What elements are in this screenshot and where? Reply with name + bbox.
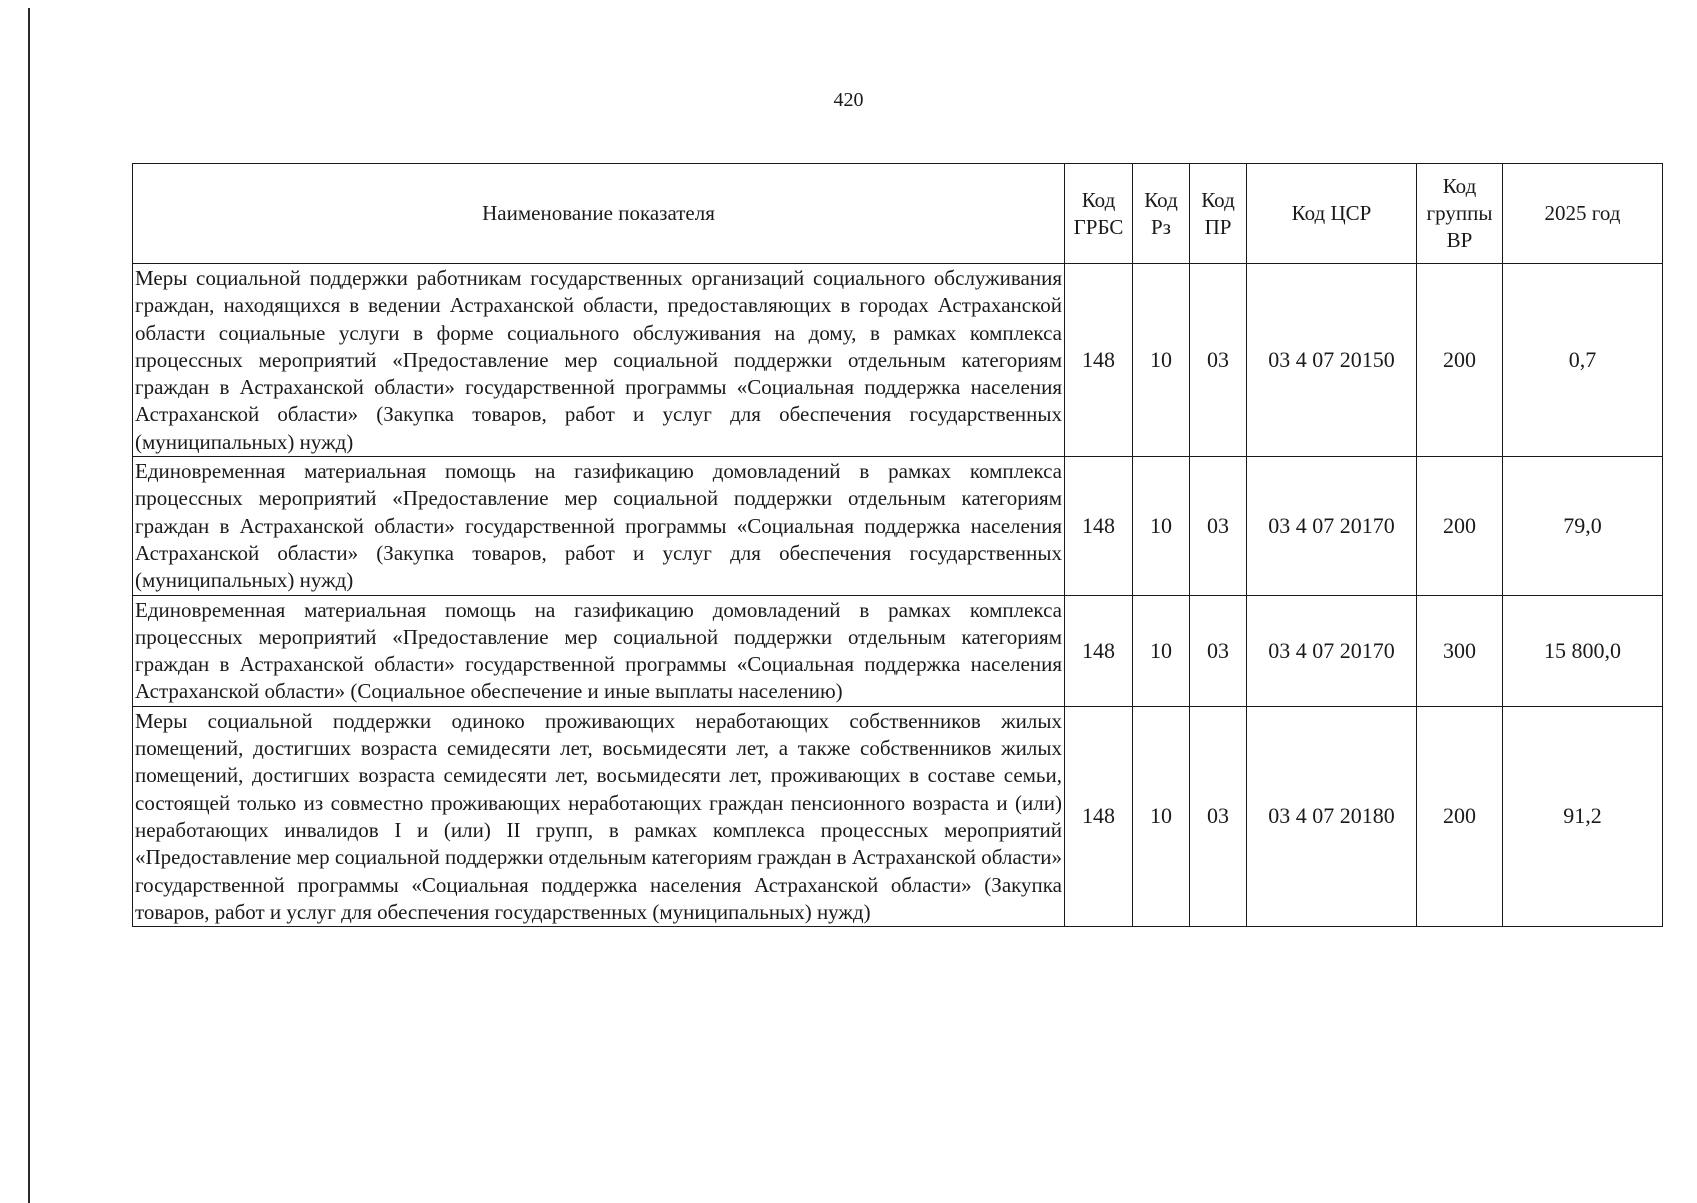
header-pr: Код ПР: [1190, 164, 1247, 264]
page-number: 420: [833, 89, 864, 111]
row-name: Единовременная материальная помощь на газификацию домовладений в рамках комплекса процессных мероприятий «Предоставление мер социальной поддержки отдельным категориям граждан в Астраханской области» государственной программы «Социальная поддержка населения Астраханской области» (Социальное обеспечение и иные выплаты населению): [133, 595, 1065, 706]
row-csr: 03 4 07 20150: [1247, 264, 1417, 457]
row-grbs: 148: [1065, 706, 1133, 926]
header-grbs: Код ГРБС: [1065, 164, 1133, 264]
row-amount: 15 800,0: [1503, 595, 1663, 706]
row-csr: 03 4 07 20170: [1247, 457, 1417, 595]
row-amount: 0,7: [1503, 264, 1663, 457]
row-name: Меры социальной поддержки одиноко проживающих неработающих собственников жилых помещений, достигших возраста семидесяти лет, восьмидесяти лет, а также собственников жилых помещений, достигших возраста семидесяти лет, восьмидесяти лет, проживающих в составе семьи, состоящей только из совместно проживающих неработающих граждан пенсионного возраста и (или) неработающих инвалидов I и (или) II групп, в рамках комплекса процессных мероприятий «Предоставление мер социальной поддержки отдельным категориям граждан в Астраханской области» государственной программы «Социальная поддержка населения Астраханской области» (Закупка товаров, работ и услуг для обеспечения государственных (муниципальных) нужд): [133, 706, 1065, 926]
row-name: Единовременная материальная помощь на газификацию домовладений в рамках комплекса процессных мероприятий «Предоставление мер социальной поддержки отдельным категориям граждан в Астраханской области» государственной программы «Социальная поддержка населения Астраханской области» (Закупка товаров, работ и услуг для обеспечения государственных (муниципальных) нужд): [133, 457, 1065, 595]
table-row: [133, 457, 1663, 595]
table-row: [133, 595, 1663, 706]
header-csr: Код ЦСР: [1247, 164, 1417, 264]
header-rz: Код Рз: [1133, 164, 1190, 264]
row-amount: 79,0: [1503, 457, 1663, 595]
table-header-row: [133, 164, 1663, 264]
binding-margin-line: [28, 8, 30, 1203]
row-name: Меры социальной поддержки работникам государственных организаций социального обслуживания граждан, находящихся в ведении Астраханской области, предоставляющих в городах Астраханской области социальные услуги в форме социального обслуживания на дому, в рамках комплекса процессных мероприятий «Предоставление мер социальной поддержки отдельным категориям граждан в Астраханской области» государственной программы «Социальная поддержка населения Астраханской области» (Закупка товаров, работ и услуг для обеспечения государственных (муниципальных) нужд): [133, 264, 1065, 457]
table-row: [133, 706, 1663, 926]
header-year: 2025 год: [1503, 164, 1663, 264]
row-rz: 10: [1133, 595, 1190, 706]
row-vr: 200: [1417, 457, 1503, 595]
table-row: [133, 264, 1663, 457]
row-vr: 300: [1417, 595, 1503, 706]
row-pr: 03: [1190, 457, 1247, 595]
row-pr: 03: [1190, 706, 1247, 926]
header-vr: Код группы ВР: [1417, 164, 1503, 264]
row-amount: 91,2: [1503, 706, 1663, 926]
row-rz: 10: [1133, 457, 1190, 595]
row-vr: 200: [1417, 706, 1503, 926]
row-rz: 10: [1133, 706, 1190, 926]
row-grbs: 148: [1065, 264, 1133, 457]
row-csr: 03 4 07 20170: [1247, 595, 1417, 706]
row-rz: 10: [1133, 264, 1190, 457]
header-name: Наименование показателя: [133, 164, 1065, 264]
budget-table: [132, 163, 1663, 927]
row-grbs: 148: [1065, 595, 1133, 706]
row-pr: 03: [1190, 595, 1247, 706]
row-grbs: 148: [1065, 457, 1133, 595]
row-csr: 03 4 07 20180: [1247, 706, 1417, 926]
row-pr: 03: [1190, 264, 1247, 457]
row-vr: 200: [1417, 264, 1503, 457]
